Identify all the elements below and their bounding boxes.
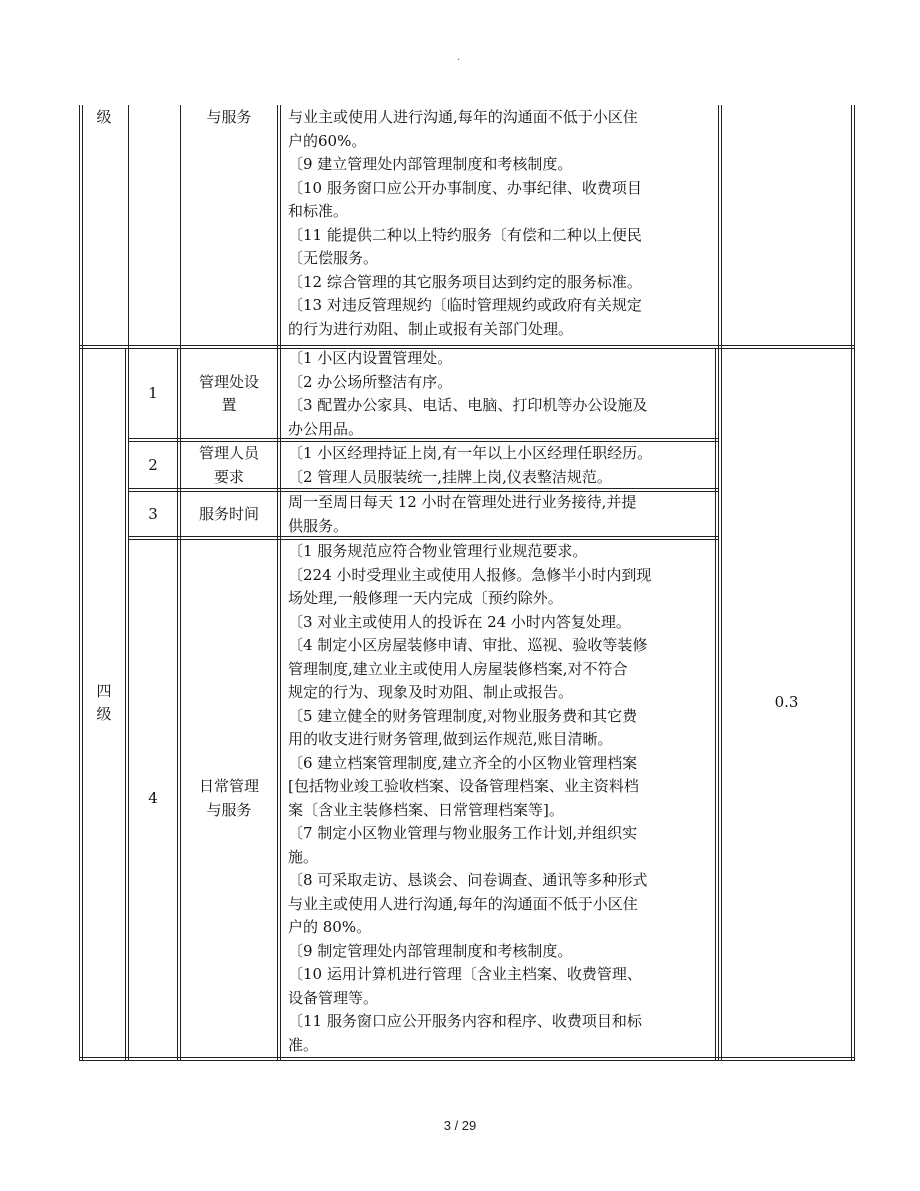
level4-score: 0.3 xyxy=(774,693,799,712)
row-item-line: 置 xyxy=(221,396,237,414)
content-line: 准。 xyxy=(288,1035,319,1054)
row-content xyxy=(280,491,720,538)
row-item-line: 日常管理 xyxy=(198,777,259,795)
content-line: 〔224 小时受理业主或使用人报修。急修半小时内到现 xyxy=(288,565,652,584)
content-line: 规定的行为、现象及时劝阻、制止或报告。 xyxy=(288,683,574,701)
row-item-line: 管理人员 xyxy=(198,444,259,462)
content-line: 的行为进行劝阻、制止或报有关部门处理。 xyxy=(288,319,574,338)
level4-label-line: 级 xyxy=(96,705,112,723)
content-line: 管理制度,建立业主或使用人房屋装修档案,对不符合 xyxy=(288,659,628,678)
page-number: 3 / 29 xyxy=(443,1118,477,1133)
row-item xyxy=(180,540,278,1057)
header-mark: . xyxy=(457,52,461,63)
row-number: 4 xyxy=(148,788,158,807)
content-line: 〔无偿服务。 xyxy=(288,249,379,267)
row-item xyxy=(180,442,278,489)
content-line: 〔4 制定小区房屋装修申请、审批、巡视、验收等装修 xyxy=(288,636,648,654)
content-line: 〔10 服务窗口应公开办事制度、办事纪律、收费项目 xyxy=(288,178,642,197)
content-line: 〔12 综合管理的其它服务项目达到约定的服务标准。 xyxy=(288,272,642,291)
row-content xyxy=(280,347,720,441)
row-number: 3 xyxy=(148,504,158,523)
content-line: 设备管理等。 xyxy=(288,988,379,1007)
content-line: 办公用品。 xyxy=(288,419,364,438)
row-item-line: 要求 xyxy=(213,467,244,486)
content-line: 与业主或使用人进行沟通,每年的沟通面不低于小区住 xyxy=(288,894,638,913)
content-line: 〔3 对业主或使用人的投诉在 24 小时内答复处理。 xyxy=(288,612,631,631)
content-line: 〔3 配置办公家具、电话、电脑、打印机等办公设施及 xyxy=(288,396,648,414)
content-line: 户的 80%。 xyxy=(288,918,372,936)
content-line: 〔11 能提供二种以上特约服务〔有偿和二种以上便民 xyxy=(288,225,642,244)
content-line: [包括物业竣工验收档案、设备管理档案、业主资料档 xyxy=(288,777,639,795)
continuation-item: 与服务 xyxy=(206,108,252,126)
content-line: 〔1 服务规范应符合物业管理行业规范要求。 xyxy=(288,542,588,560)
row-content xyxy=(280,540,720,1057)
content-line: 和标准。 xyxy=(288,202,349,220)
continuation-level: 级 xyxy=(96,108,112,126)
content-line: 〔13 对违反管理规约〔临时管理规约或政府有关规定 xyxy=(288,296,642,314)
content-line: 〔9 建立管理处内部管理制度和考核制度。 xyxy=(288,155,573,173)
content-line: 户的60%。 xyxy=(288,131,367,150)
continuation-content xyxy=(280,106,720,341)
content-line: 〔2 办公场所整洁有序。 xyxy=(288,372,453,391)
content-line: 〔8 可采取走访、恳谈会、问卷调查、通讯等多种形式 xyxy=(288,871,648,889)
row-number: 2 xyxy=(148,455,158,474)
row-number: 1 xyxy=(148,384,158,403)
content-line: 周一至周日每天 12 小时在管理处进行业务接待,并提 xyxy=(288,493,637,511)
content-line: 施。 xyxy=(288,847,319,866)
content-line: 〔10 运用计算机进行管理〔含业主档案、收费管理、 xyxy=(288,965,642,983)
content-line: 〔6 建立档案管理制度,建立齐全的小区物业管理档案 xyxy=(288,753,638,772)
row-item: 服务时间 xyxy=(198,504,259,523)
level4-label-line: 四 xyxy=(96,681,112,700)
content-line: 用的收支进行财务管理,做到运作规范,账目清晰。 xyxy=(288,730,613,748)
row-content xyxy=(280,442,720,489)
content-line: 〔1 小区经理持证上岗,有一年以上小区经理任职经历。 xyxy=(288,444,653,462)
level4-label xyxy=(82,349,126,1057)
content-line: 〔2 管理人员服装统一,挂牌上岗,仪表整洁规范。 xyxy=(288,467,612,486)
row-item-line: 管理处设 xyxy=(198,372,259,391)
content-line: 场处理,一般修理一天内完成〔预约除外。 xyxy=(288,589,563,607)
content-line: 〔1 小区内设置管理处。 xyxy=(288,349,453,367)
content-line: 〔7 制定小区物业管理与物业服务工作计划,并组织实 xyxy=(288,824,638,842)
content-line: 与业主或使用人进行沟通,每年的沟通面不低于小区住 xyxy=(288,108,638,126)
content-line: 〔11 服务窗口应公开服务内容和程序、收费项目和标 xyxy=(288,1012,642,1030)
row-item xyxy=(180,349,278,439)
row-item-line: 与服务 xyxy=(206,800,252,819)
content-line: 案〔含业主装修档案、日常管理档案等]。 xyxy=(288,800,564,819)
content-line: 供服务。 xyxy=(288,516,349,535)
content-line: 〔9 制定管理处内部管理制度和考核制度。 xyxy=(288,941,573,960)
content-line: 〔5 建立健全的财务管理制度,对物业服务费和其它费 xyxy=(288,706,638,725)
